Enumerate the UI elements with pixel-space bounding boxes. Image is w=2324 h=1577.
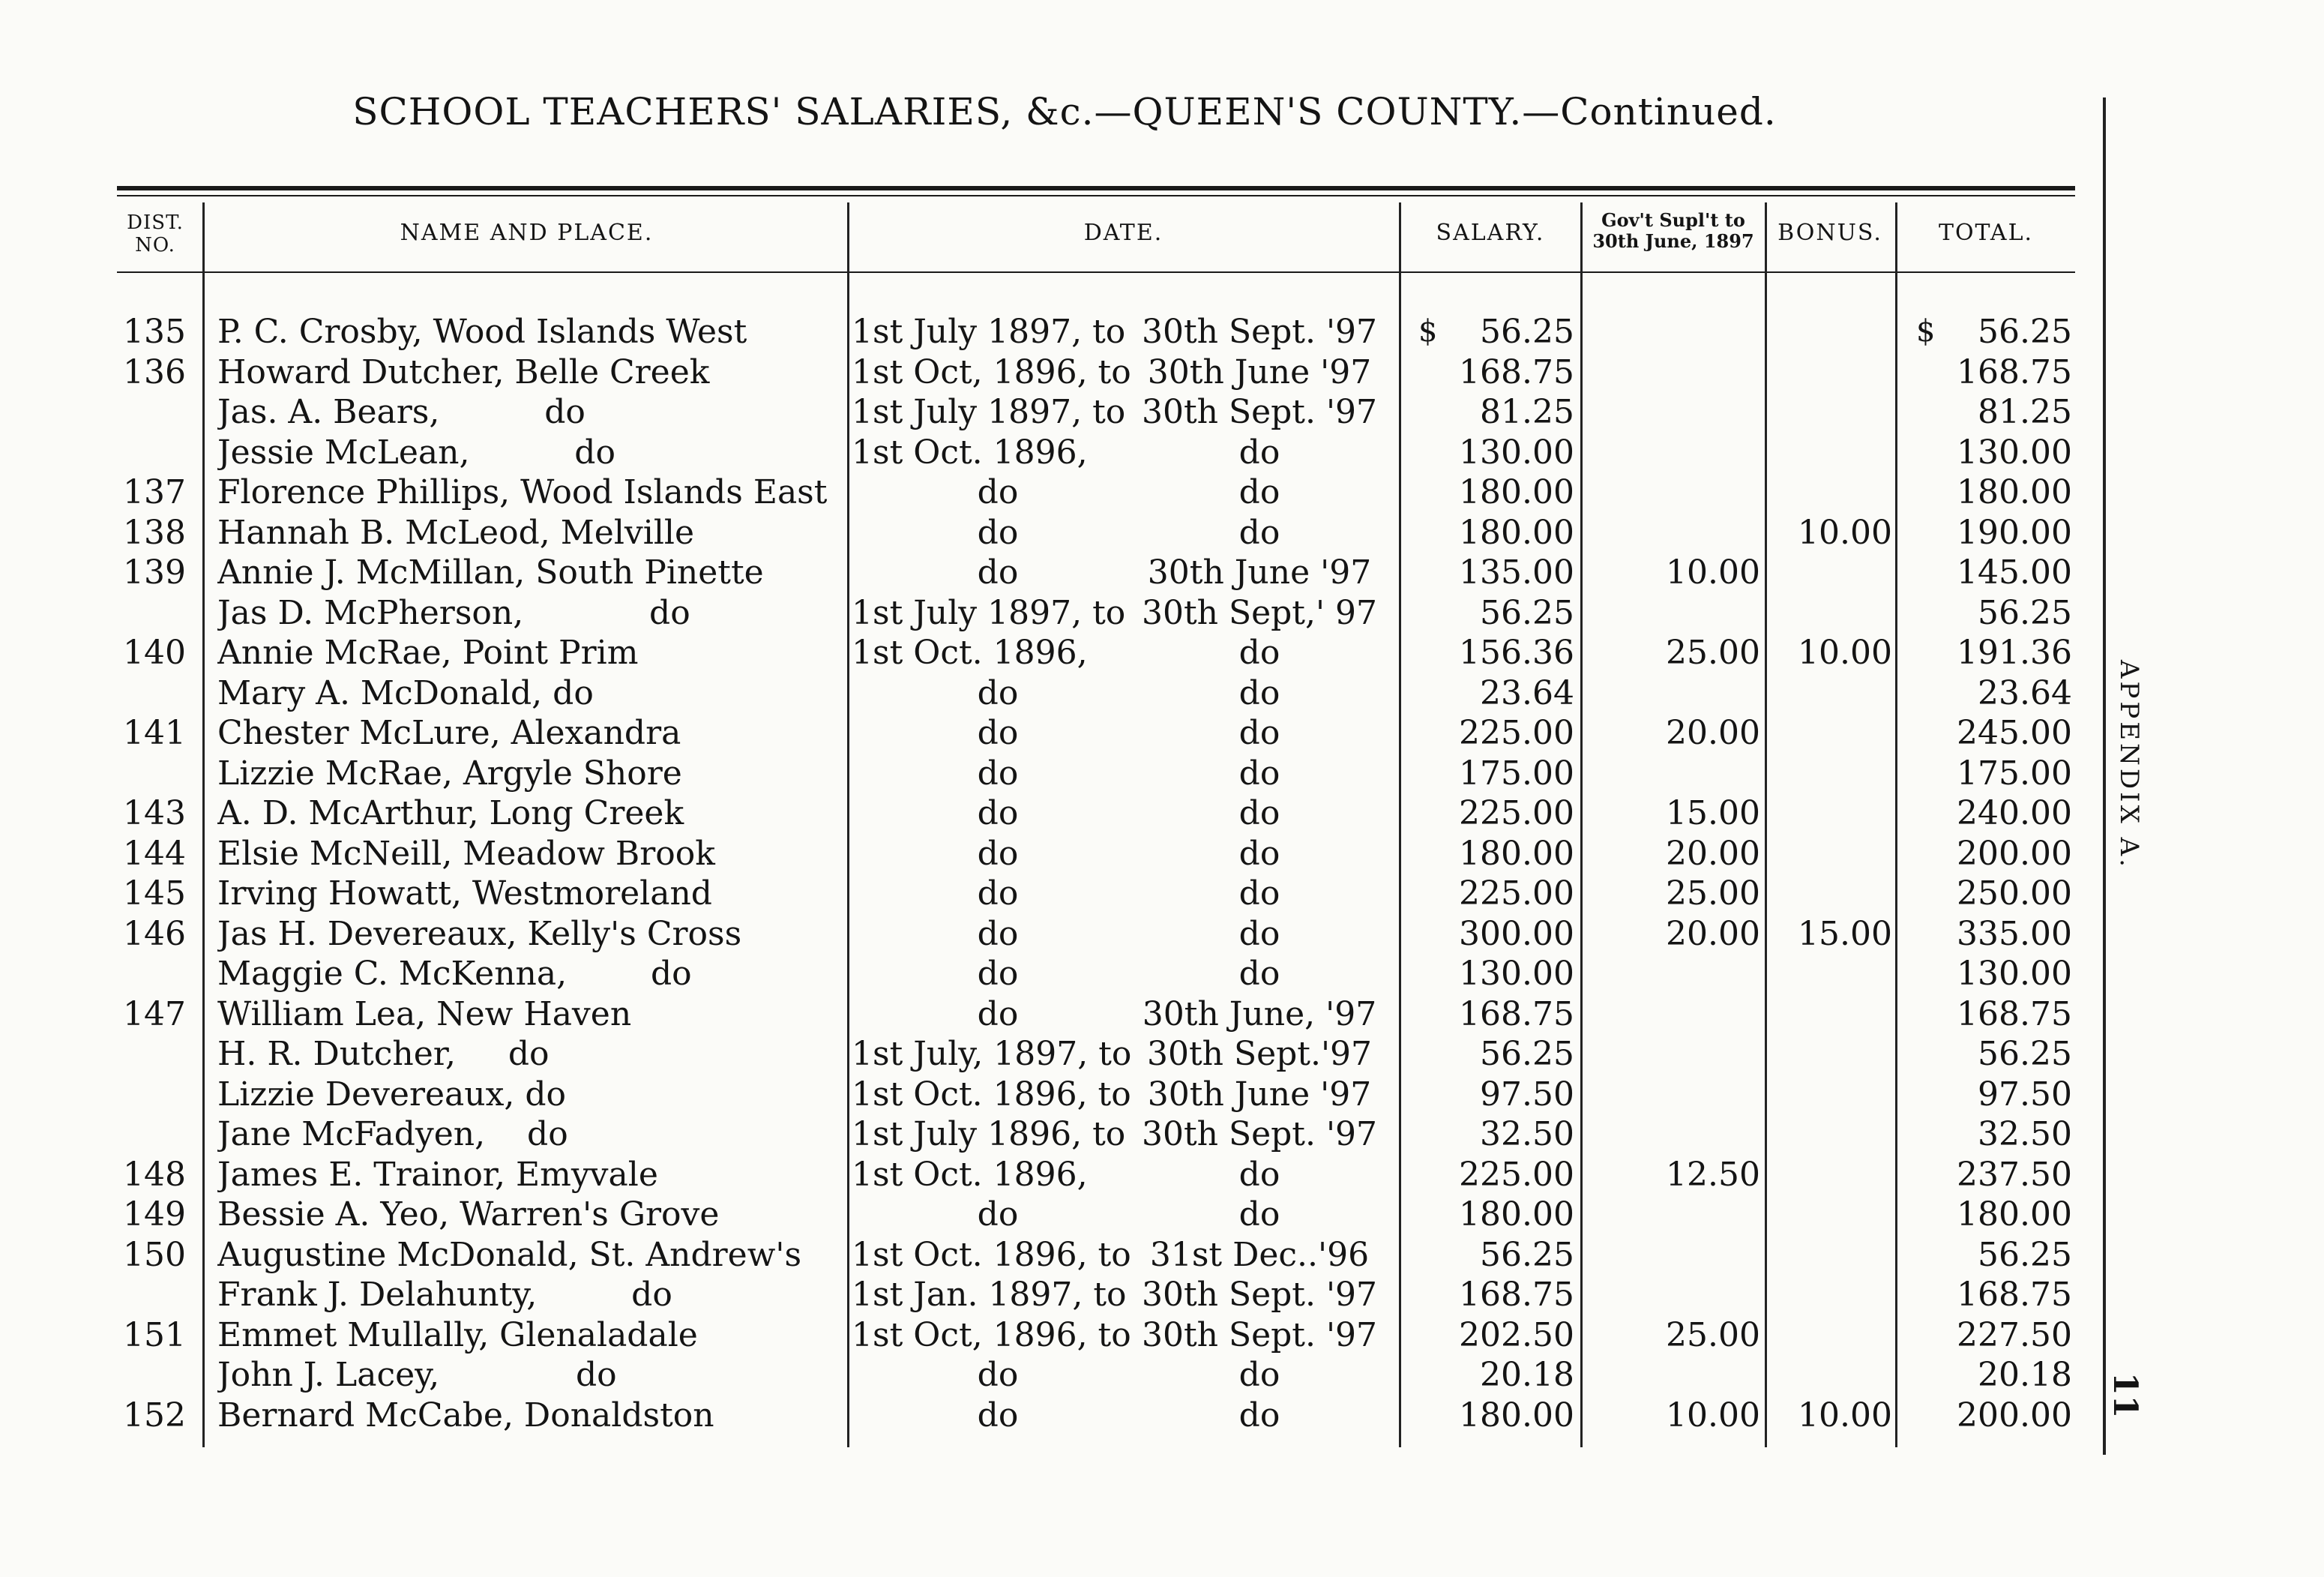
name-and-place-cell: Howard Dutcher, Belle Creek [217, 352, 710, 391]
name-and-place-cell: Elsie McNeill, Meadow Brook [217, 834, 715, 873]
date-from-cell: do [977, 1396, 1019, 1435]
total-cell: 168.75 [1957, 994, 2072, 1033]
table-row [0, 1075, 2324, 1115]
name-and-place-cell: Jas. A. Bears, do [217, 393, 585, 431]
date-to-cell: do [1238, 714, 1280, 752]
date-to-cell: do [1238, 1195, 1280, 1234]
date-from-cell: 1st July, 1897, to [852, 1035, 1132, 1073]
name-and-place-cell: Irving Howatt, Westmoreland [217, 874, 712, 913]
salary-cell: 175.00 [1459, 754, 1574, 793]
salary-cell: 56.25 [1480, 1035, 1574, 1073]
date-to-cell: 30th Sept. '97 [1141, 1315, 1378, 1354]
total-cell: 56.25 [1978, 1235, 2072, 1274]
total-cell: 245.00 [1957, 714, 2072, 752]
date-from-cell: do [977, 955, 1019, 993]
table-row [0, 673, 2324, 714]
name-and-place-cell: John J. Lacey, do [217, 1356, 617, 1394]
table-row [0, 1114, 2324, 1155]
header-total: TOTAL. [1938, 220, 2034, 246]
govt-supplement-cell: 12.50 [1666, 1155, 1760, 1194]
table-row [0, 1275, 2324, 1315]
date-from-cell: do [977, 994, 1019, 1033]
date-to-cell: 30th June '97 [1147, 1075, 1372, 1114]
date-to-cell: 31st Dec..'96 [1149, 1235, 1370, 1274]
salary-cell: 180.00 [1459, 513, 1574, 552]
salary-cell: 23.64 [1480, 673, 1574, 712]
date-from-cell: do [977, 553, 1019, 592]
table-row [0, 1235, 2324, 1276]
name-and-place-cell: Florence Phillips, Wood Islands East [217, 473, 828, 511]
date-from-cell: 1st July 1897, to [852, 393, 1126, 431]
bonus-cell: 15.00 [1798, 914, 1892, 953]
dist-no-cell: 149 [123, 1195, 186, 1234]
salary-cell: 225.00 [1459, 794, 1574, 832]
table-row [0, 1355, 2324, 1396]
name-and-place-cell: Bernard McCabe, Donaldston [217, 1396, 714, 1435]
date-to-cell: 30th Sept. '97 [1141, 1276, 1378, 1314]
total-cell: 130.00 [1957, 433, 2072, 472]
govt-supplement-cell: 25.00 [1666, 874, 1760, 913]
date-from-cell: do [977, 914, 1019, 953]
date-to-cell: do [1238, 473, 1280, 511]
total-cell: 190.00 [1957, 513, 2072, 552]
total-cell: 200.00 [1957, 1396, 2072, 1435]
name-and-place-cell: Lizzie McRae, Argyle Shore [217, 754, 682, 793]
date-from-cell: 1st Oct, 1896, to [852, 1315, 1131, 1354]
date-from-cell: do [977, 673, 1019, 712]
header-date: DATE. [1083, 220, 1163, 246]
date-from-cell: do [977, 1195, 1019, 1234]
dist-no-cell: 141 [123, 714, 186, 752]
govt-supplement-cell: 20.00 [1666, 914, 1760, 953]
date-from-cell: 1st Oct. 1896, to [852, 1235, 1131, 1274]
header-rule [117, 271, 2075, 273]
dist-no-cell: 139 [123, 553, 186, 592]
dist-no-cell: 144 [123, 834, 186, 873]
table-row [0, 513, 2324, 553]
date-from-cell: 1st Oct. 1896, [852, 433, 1088, 472]
date-from-cell: do [977, 1356, 1019, 1394]
date-to-cell: do [1238, 634, 1280, 672]
table-row [0, 593, 2324, 634]
salary-cell: 56.25 [1480, 1235, 1574, 1274]
name-and-place-cell: P. C. Crosby, Wood Islands West [217, 313, 747, 351]
total-cell: 97.50 [1978, 1075, 2072, 1114]
govt-supplement-cell: 10.00 [1666, 553, 1760, 592]
name-and-place-cell: William Lea, New Haven [217, 994, 632, 1033]
dist-no-cell: 135 [123, 313, 186, 351]
date-from-cell: do [977, 794, 1019, 832]
salary-cell: 135.00 [1459, 553, 1574, 592]
top-double-rule [117, 186, 2075, 190]
header-salary: SALARY. [1436, 220, 1545, 246]
govt-supplement-cell: 20.00 [1666, 714, 1760, 752]
date-from-cell: do [977, 473, 1019, 511]
salary-cell: 300.00 [1459, 914, 1574, 953]
salary-cell: 180.00 [1459, 1195, 1574, 1234]
date-to-cell: do [1238, 794, 1280, 832]
salary-cell: 202.50 [1459, 1315, 1574, 1354]
header-govt-supplement: Gov't Supl't to 30th June, 1897 [1592, 210, 1754, 252]
salary-cell: 56.25 [1480, 593, 1574, 632]
date-to-cell: 30th June, '97 [1142, 994, 1377, 1033]
date-to-cell: do [1238, 754, 1280, 793]
date-to-cell: do [1238, 834, 1280, 873]
date-to-cell: 30th Sept,' 97 [1141, 593, 1378, 632]
govt-supplement-cell: 15.00 [1666, 794, 1760, 832]
name-and-place-cell: Maggie C. McKenna, do [217, 955, 692, 993]
dist-no-cell: 147 [123, 994, 186, 1033]
salary-cell: 20.18 [1480, 1356, 1574, 1394]
dist-no-cell: 146 [123, 914, 186, 953]
salary-cell: 180.00 [1459, 473, 1574, 511]
name-and-place-cell: James E. Trainor, Emyvale [217, 1155, 658, 1194]
table-row [0, 713, 2324, 754]
table-row [0, 312, 2324, 352]
name-and-place-cell: Annie McRae, Point Prim [217, 634, 639, 672]
salary-cell: 180.00 [1459, 1396, 1574, 1435]
name-and-place-cell: H. R. Dutcher, do [217, 1035, 550, 1073]
table-row [0, 793, 2324, 834]
total-cell: 56.25 [1978, 593, 2072, 632]
date-from-cell: do [977, 714, 1019, 752]
salary-cell: 156.36 [1459, 634, 1574, 672]
salary-cell: 180.00 [1459, 834, 1574, 873]
date-to-cell: 30th Sept. '97 [1141, 393, 1378, 431]
date-to-cell: 30th June '97 [1147, 352, 1372, 391]
date-from-cell: 1st Oct. 1896, [852, 1155, 1088, 1194]
date-to-cell: do [1238, 1155, 1280, 1194]
name-and-place-cell: Mary A. McDonald, do [217, 673, 594, 712]
date-from-cell: 1st Oct. 1896, [852, 634, 1088, 672]
name-and-place-cell: Lizzie Devereaux, do [217, 1075, 567, 1114]
total-cell: 168.75 [1957, 352, 2072, 391]
total-cell: 56.25 [1978, 1035, 2072, 1073]
total-cell: 81.25 [1978, 393, 2072, 431]
name-and-place-cell: Chester McLure, Alexandra [217, 714, 681, 752]
table-row [0, 834, 2324, 874]
table-row [0, 914, 2324, 955]
total-cell: 237.50 [1957, 1155, 2072, 1194]
name-and-place-cell: Jane McFadyen, do [217, 1115, 568, 1153]
dist-no-cell: 152 [123, 1396, 186, 1435]
page-number: 11 [2106, 1372, 2144, 1419]
total-cell: 335.00 [1957, 914, 2072, 953]
date-to-cell: do [1238, 433, 1280, 472]
total-cell: 191.36 [1957, 634, 2072, 672]
salary-cell: 56.25 [1480, 313, 1574, 351]
total-cell: 168.75 [1957, 1276, 2072, 1314]
salary-cell: 225.00 [1459, 1155, 1574, 1194]
date-to-cell: 30th Sept.'97 [1146, 1035, 1373, 1073]
total-cell: 180.00 [1957, 1195, 2072, 1234]
salary-cell: 97.50 [1480, 1075, 1574, 1114]
salary-cell: 168.75 [1459, 994, 1574, 1033]
dist-no-cell: 145 [123, 874, 186, 913]
dist-no-cell: 140 [123, 634, 186, 672]
total-cell: 200.00 [1957, 834, 2072, 873]
date-to-cell: do [1238, 673, 1280, 712]
salary-cell: 130.00 [1459, 433, 1574, 472]
bonus-cell: 10.00 [1798, 513, 1892, 552]
dist-no-cell: 138 [123, 513, 186, 552]
appendix-label: APPENDIX A. [2114, 660, 2144, 870]
date-from-cell: 1st July 1897, to [852, 593, 1126, 632]
date-from-cell: 1st Jan. 1897, to [852, 1276, 1127, 1314]
govt-supplement-cell: 10.00 [1666, 1396, 1760, 1435]
table-row [0, 433, 2324, 473]
total-cell: 227.50 [1957, 1315, 2072, 1354]
date-to-cell: 30th Sept. '97 [1141, 313, 1378, 351]
salary-cell: 168.75 [1459, 352, 1574, 391]
name-and-place-cell: Bessie A. Yeo, Warren's Grove [217, 1195, 720, 1234]
date-to-cell: do [1238, 955, 1280, 993]
salary-table-body [0, 312, 2324, 1435]
name-and-place-cell: Annie J. McMillan, South Pinette [217, 553, 764, 592]
total-cell: 250.00 [1957, 874, 2072, 913]
table-row [0, 954, 2324, 994]
table-row [0, 553, 2324, 593]
salary-cell: 225.00 [1459, 714, 1574, 752]
name-and-place-cell: Emmet Mullally, Glenaladale [217, 1315, 698, 1354]
date-to-cell: 30th June '97 [1147, 553, 1372, 592]
table-row [0, 1396, 2324, 1436]
date-to-cell: do [1238, 1396, 1280, 1435]
total-currency-symbol: $ [1916, 314, 1936, 349]
header-bonus: BONUS. [1777, 220, 1882, 246]
page-title: SCHOOL TEACHERS' SALARIES, &c.—QUEEN'S COUNTY.—Continued. [352, 90, 1777, 133]
date-to-cell: do [1238, 914, 1280, 953]
table-row [0, 874, 2324, 914]
total-cell: 240.00 [1957, 794, 2072, 832]
bonus-cell: 10.00 [1798, 634, 1892, 672]
top-thin-rule [117, 195, 2075, 196]
name-and-place-cell: Hannah B. McLeod, Melville [217, 513, 695, 552]
salary-currency-symbol: $ [1418, 314, 1438, 349]
table-row [0, 352, 2324, 393]
total-cell: 23.64 [1978, 673, 2072, 712]
total-cell: 32.50 [1978, 1115, 2072, 1153]
header-name-and-place: NAME AND PLACE. [400, 220, 654, 246]
dist-no-cell: 136 [123, 352, 186, 391]
table-row [0, 1034, 2324, 1075]
dist-no-cell: 137 [123, 473, 186, 511]
header-dist-no: DIST. NO. [127, 211, 184, 256]
total-cell: 180.00 [1957, 473, 2072, 511]
bonus-cell: 10.00 [1798, 1396, 1892, 1435]
name-and-place-cell: Jas H. Devereaux, Kelly's Cross [217, 914, 742, 953]
date-to-cell: do [1238, 874, 1280, 913]
table-row [0, 472, 2324, 513]
table-row [0, 1155, 2324, 1195]
table-row [0, 1195, 2324, 1235]
salary-cell: 130.00 [1459, 955, 1574, 993]
total-cell: 175.00 [1957, 754, 2072, 793]
salary-cell: 32.50 [1480, 1115, 1574, 1153]
date-from-cell: 1st Oct. 1896, to [852, 1075, 1131, 1114]
salary-cell: 225.00 [1459, 874, 1574, 913]
total-cell: 130.00 [1957, 955, 2072, 993]
table-row [0, 754, 2324, 794]
table-row [0, 633, 2324, 673]
name-and-place-cell: Frank J. Delahunty, do [217, 1276, 672, 1314]
date-from-cell: do [977, 874, 1019, 913]
date-to-cell: do [1238, 1356, 1280, 1394]
name-and-place-cell: Augustine McDonald, St. Andrew's [217, 1235, 802, 1274]
dist-no-cell: 143 [123, 794, 186, 832]
date-from-cell: 1st July 1897, to [852, 313, 1126, 351]
salary-cell: 168.75 [1459, 1276, 1574, 1314]
total-cell: 20.18 [1978, 1356, 2072, 1394]
date-from-cell: do [977, 834, 1019, 873]
govt-supplement-cell: 25.00 [1666, 634, 1760, 672]
date-to-cell: do [1238, 513, 1280, 552]
govt-supplement-cell: 20.00 [1666, 834, 1760, 873]
date-from-cell: 1st July 1896, to [852, 1115, 1126, 1153]
table-row [0, 1315, 2324, 1356]
total-cell: 56.25 [1978, 313, 2072, 351]
name-and-place-cell: A. D. McArthur, Long Creek [217, 794, 684, 832]
dist-no-cell: 151 [123, 1315, 186, 1354]
table-row [0, 392, 2324, 433]
name-and-place-cell: Jas D. McPherson, do [217, 593, 690, 632]
date-from-cell: do [977, 513, 1019, 552]
salary-cell: 81.25 [1480, 393, 1574, 431]
name-and-place-cell: Jessie McLean, do [217, 433, 615, 472]
date-to-cell: 30th Sept. '97 [1141, 1115, 1378, 1153]
date-from-cell: do [977, 754, 1019, 793]
dist-no-cell: 150 [123, 1235, 186, 1274]
dist-no-cell: 148 [123, 1155, 186, 1194]
date-from-cell: 1st Oct, 1896, to [852, 352, 1131, 391]
total-cell: 145.00 [1957, 553, 2072, 592]
table-row [0, 994, 2324, 1035]
govt-supplement-cell: 25.00 [1666, 1315, 1760, 1354]
